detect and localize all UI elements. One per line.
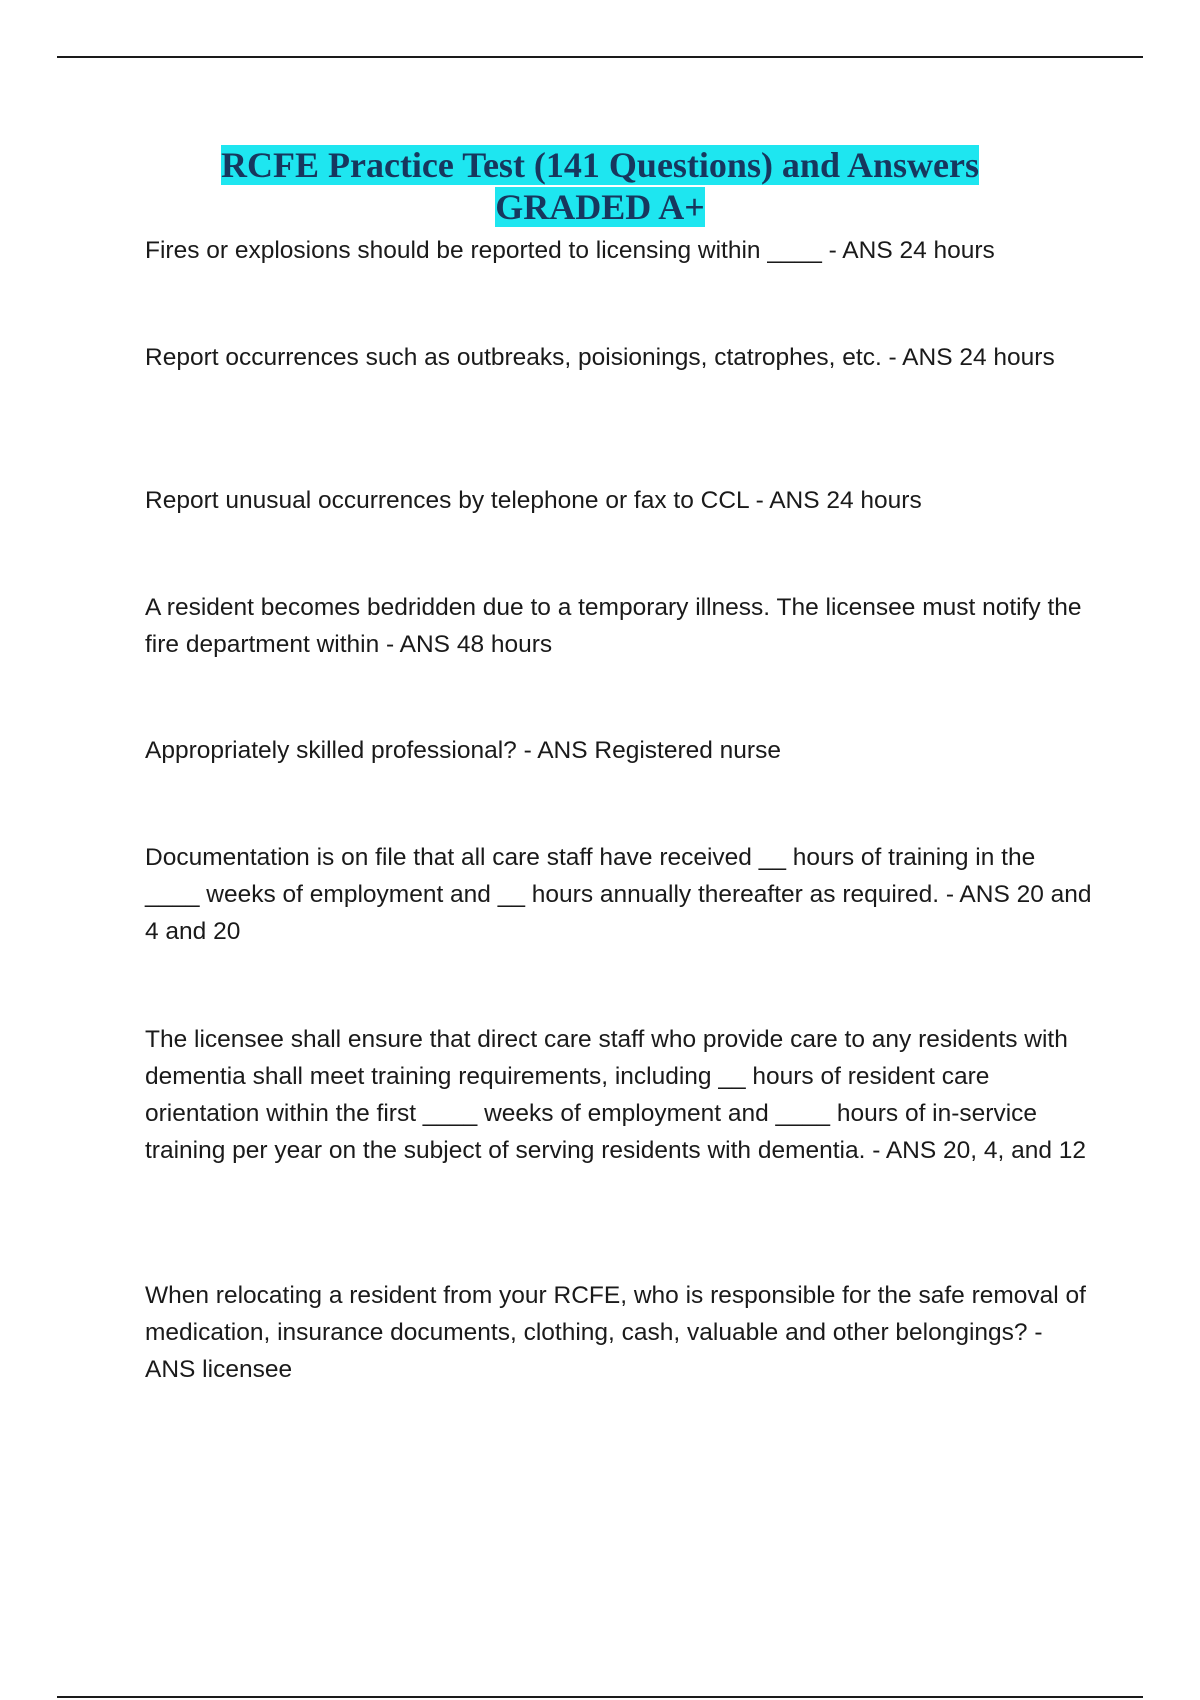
qa-item-3: Report unusual occurrences by telephone or fax to CCL - ANS 24 hours xyxy=(145,487,922,514)
qa-item-2: Report occurrences such as outbreaks, poisionings, ctatrophes, etc. - ANS 24 hours xyxy=(145,344,1055,371)
qa-item-7: The licensee shall ensure that direct care staff who provide care to any residents with dementia shall meet training requirements, including __ hours of resident care orientation within the first ____ weeks of employment and ____ hours of in-service training per year on the subject of serving residents with dementia. - ANS 20, 4, and 12 xyxy=(145,1026,1087,1164)
qa-item-8: When relocating a resident from your RCFE, who is responsible for the safe removal of medication, insurance documents, clothing, cash, valuable and other belongings? - ANS licensee xyxy=(145,1282,1086,1383)
header-rule xyxy=(57,56,1143,58)
page-title xyxy=(0,144,1200,228)
qa-item-4: A resident becomes bedridden due to a temporary illness. The licensee must notify the fire department within - ANS 48 hours xyxy=(145,594,1082,658)
qa-item-5: Appropriately skilled professional? - ANS Registered nurse xyxy=(145,737,781,764)
footer-rule xyxy=(57,1696,1143,1698)
qa-item-6: Documentation is on file that all care staff have received __ hours of training in the ____ weeks of employment and __ hours annually thereafter as required. - ANS 20 and 4 and 20 xyxy=(145,844,1092,945)
title-line-1: RCFE Practice Test (141 Questions) and Answers xyxy=(221,145,979,185)
qa-item-1: Fires or explosions should be reported to licensing within ____ - ANS 24 hours xyxy=(145,237,995,264)
title-line-2: GRADED A+ xyxy=(495,187,705,227)
